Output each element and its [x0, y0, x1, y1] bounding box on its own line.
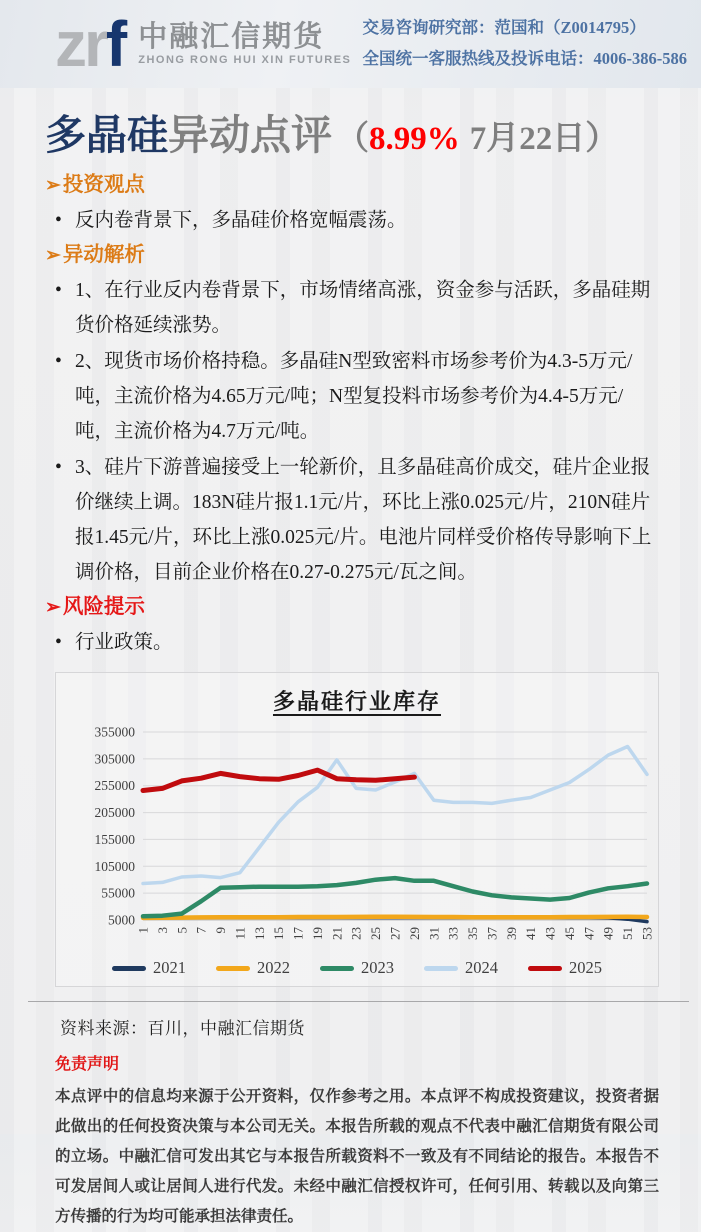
- svg-text:155000: 155000: [94, 832, 135, 848]
- svg-text:13: 13: [251, 927, 267, 941]
- svg-text:3: 3: [154, 927, 170, 934]
- svg-text:7: 7: [193, 927, 209, 934]
- title-date: 7月22日）: [469, 121, 619, 157]
- legend-label: 2021: [153, 958, 186, 978]
- bullet-icon: •: [55, 280, 62, 302]
- hotline-line: 全国统一客服热线及投诉电话：4006-386-586: [362, 49, 687, 68]
- legend-item-2021: [112, 958, 186, 978]
- svg-text:55000: 55000: [101, 885, 135, 901]
- svg-text:25: 25: [368, 927, 384, 941]
- chart-legend: [56, 958, 658, 978]
- disclaimer-section: [55, 1051, 659, 1232]
- svg-text:17: 17: [290, 927, 306, 941]
- bullet-text: 行业政策。: [75, 632, 173, 654]
- section-header-investment: [45, 169, 659, 202]
- section-label: 投资观点: [62, 174, 145, 197]
- company-logo: [55, 8, 352, 80]
- report-title: [45, 112, 701, 159]
- legend-item-2023: [320, 958, 394, 978]
- svg-text:51: 51: [620, 927, 636, 941]
- svg-text:29: 29: [406, 927, 422, 941]
- arrow-marker-icon: ➢: [45, 175, 61, 197]
- section-label: 异动解析: [62, 244, 145, 267]
- svg-text:23: 23: [348, 927, 364, 941]
- svg-text:255000: 255000: [94, 778, 135, 794]
- svg-text:105000: 105000: [94, 858, 135, 874]
- bullet-icon: •: [55, 457, 62, 479]
- legend-swatch: [216, 966, 250, 971]
- bullet-analysis-1: [45, 273, 659, 343]
- bullet-icon: •: [55, 632, 62, 654]
- logo-f-text: f: [105, 8, 125, 80]
- title-paren-open: （: [336, 121, 369, 157]
- svg-text:45: 45: [561, 927, 577, 941]
- disclaimer-heading: 免责声明: [55, 1056, 120, 1074]
- svg-text:35: 35: [465, 927, 481, 941]
- legend-swatch: [112, 966, 146, 971]
- legend-swatch: [424, 966, 458, 971]
- bullet-icon: •: [55, 210, 62, 232]
- svg-text:33: 33: [445, 927, 461, 941]
- svg-text:37: 37: [484, 927, 500, 941]
- svg-text:205000: 205000: [94, 805, 135, 821]
- header-banner: [0, 0, 701, 88]
- research-dept-line: 交易咨询研究部：范国和（Z0014795）: [362, 18, 646, 38]
- logo-zr-text: zr: [55, 8, 106, 80]
- bullet-text: 反内卷背景下，多晶硅价格宽幅震荡。: [75, 210, 407, 232]
- section-header-analysis: [45, 239, 659, 272]
- disclaimer-text: 本点评中的信息均来源于公开资料，仅作参考之用。本点评不构成投资建议，投资者据此做出的任何投资决策与本公司无关。本报告所载的观点不代表中融汇信期货有限公司的立场。中融汇信可发出其它与本报告所载资料不一致及有不同结论的报告。本报告不可发居间人或让居间人进行代发。未经中融汇信授权许可，任何引用、转载以及向第三方传播的行为均可能承担法律责任。: [55, 1088, 659, 1226]
- section-label: 风险提示: [62, 596, 145, 619]
- company-name-en: ZHONG RONG HUI XIN FUTURES: [138, 54, 352, 66]
- bullet-text: 1、在行业反内卷背景下，市场情绪高涨，资金参与活跃，多晶硅期货价格延续涨势。: [75, 280, 651, 337]
- legend-swatch: [320, 966, 354, 971]
- legend-label: 2024: [465, 958, 498, 978]
- legend-item-2025: [528, 958, 602, 978]
- bullet-analysis-2: [45, 344, 659, 449]
- svg-text:53: 53: [639, 927, 655, 941]
- legend-item-2024: [424, 958, 498, 978]
- svg-text:41: 41: [523, 927, 539, 941]
- legend-item-2022: [216, 958, 290, 978]
- svg-text:47: 47: [581, 927, 597, 941]
- bullet-icon: •: [55, 351, 62, 373]
- svg-text:15: 15: [271, 927, 287, 941]
- title-suffix: 异动点评: [168, 112, 332, 158]
- svg-text:305000: 305000: [94, 751, 135, 767]
- arrow-marker-icon: ➢: [45, 597, 61, 619]
- contact-info: [363, 13, 688, 74]
- bullet-investment-view: [45, 203, 659, 238]
- legend-label: 2023: [361, 958, 394, 978]
- bullet-text: 3、硅片下游普遍接受上一轮新价，且多晶硅高价成交，硅片企业报价继续上调。183N硅片报1.1元/片，环比上涨0.025元/片，210N硅片报1.45元/片，环比上涨0.025元/片。电池片同样受价格传导影响下上调价格，目前企业价格在0.27-0.275元/瓦之间。: [75, 457, 652, 584]
- legend-label: 2025: [569, 958, 602, 978]
- svg-text:43: 43: [542, 927, 558, 941]
- svg-text:11: 11: [232, 927, 248, 940]
- svg-text:5: 5: [174, 927, 190, 934]
- bullet-risk: [45, 625, 659, 660]
- svg-text:355000: 355000: [94, 724, 135, 740]
- report-body: [45, 169, 659, 660]
- svg-text:9: 9: [213, 927, 229, 934]
- svg-text:1: 1: [135, 927, 151, 934]
- inventory-line-chart: [59, 722, 655, 962]
- bullet-analysis-3: [45, 450, 659, 590]
- company-name-cn: 中融汇信期货: [138, 21, 325, 53]
- title-change-percent: 8.99%: [369, 121, 460, 157]
- footer-divider: [28, 1001, 689, 1002]
- chart-title: 多晶硅行业库存: [272, 689, 441, 715]
- svg-text:21: 21: [329, 927, 345, 941]
- legend-swatch: [528, 966, 562, 971]
- arrow-marker-icon: ➢: [45, 245, 61, 267]
- inventory-chart-panel: [55, 672, 659, 987]
- svg-text:27: 27: [387, 927, 403, 941]
- bullet-text: 2、现货市场价格持稳。多晶硅N型致密料市场参考价为4.3-5万元/吨，主流价格为4.65万元/吨；N型复投料市场参考价为4.4-5万元/吨，主流价格为4.7万元/吨。: [75, 351, 633, 443]
- title-product: 多晶硅: [45, 112, 168, 158]
- svg-text:5000: 5000: [108, 912, 135, 928]
- svg-text:19: 19: [309, 927, 325, 941]
- svg-text:49: 49: [600, 927, 616, 941]
- source-note: 资料来源：百川，中融汇信期货: [60, 1019, 305, 1039]
- company-names: [138, 22, 351, 66]
- svg-text:39: 39: [503, 927, 519, 941]
- legend-label: 2022: [257, 958, 290, 978]
- svg-text:31: 31: [426, 927, 442, 941]
- logo-zrf-mark: [55, 8, 125, 80]
- section-header-risk: [45, 591, 659, 624]
